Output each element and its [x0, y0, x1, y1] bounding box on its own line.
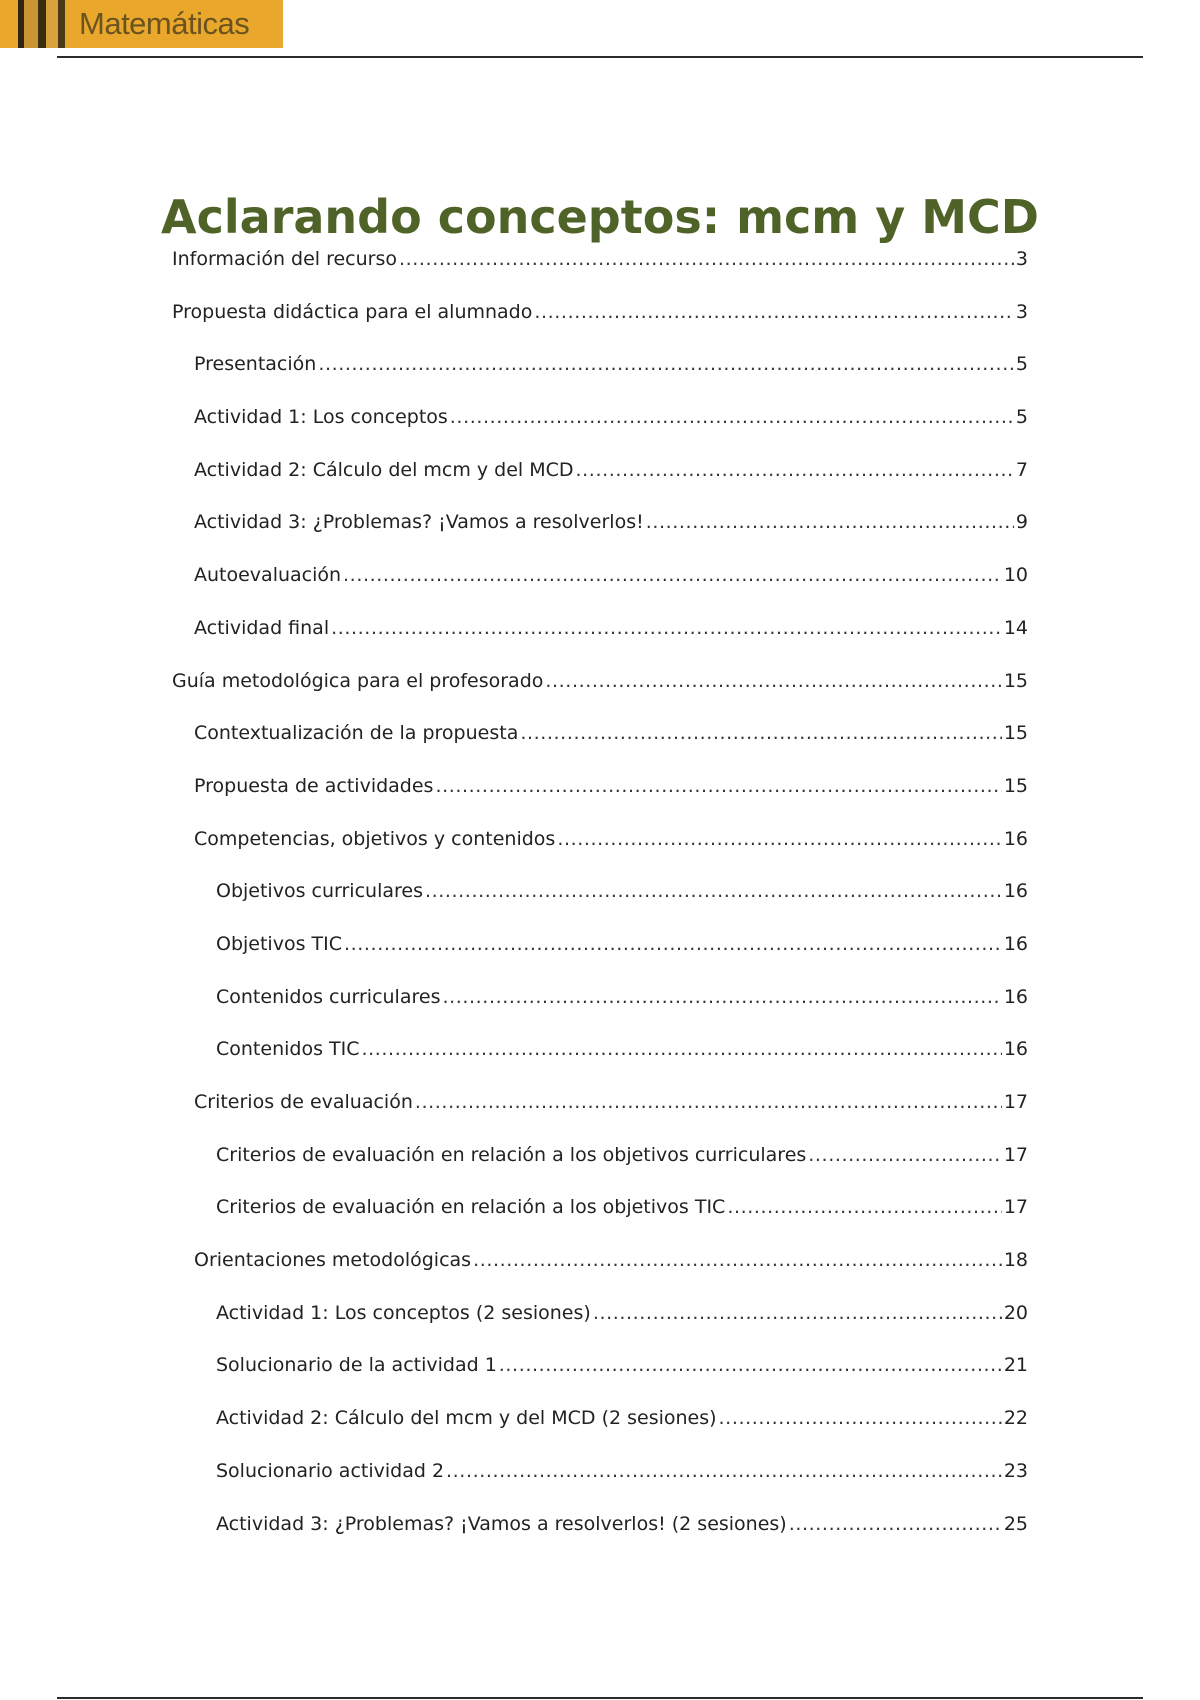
banner-stripe — [38, 0, 46, 48]
toc-entry-label: Propuesta de actividades — [194, 774, 434, 797]
toc-entry-page: 25 — [1003, 1512, 1028, 1535]
document-title: Aclarando conceptos: mcm y MCD — [161, 190, 1039, 244]
toc-entry-page: 16 — [1003, 985, 1028, 1008]
footer-divider — [57, 1697, 1143, 1699]
toc-entry-page: 16 — [1003, 932, 1028, 955]
toc-entry-page: 16 — [1003, 827, 1028, 850]
toc-dot-leader — [343, 564, 1002, 586]
toc-entry[interactable] — [0, 1091, 1028, 1144]
toc-entry-label: Objetivos curriculares — [216, 880, 423, 903]
toc-dot-leader — [415, 1091, 1002, 1113]
toc-dot-leader — [435, 775, 1001, 797]
toc-entry-label: Contenidos curriculares — [216, 985, 441, 1008]
toc-dot-leader — [318, 353, 1014, 375]
toc-entry-label: Guía metodológica para el profesorado — [172, 669, 544, 692]
toc-entry[interactable] — [0, 1407, 1028, 1460]
toc-entry-label: Información del recurso — [172, 248, 397, 270]
toc-entry-label: Solucionario de la actividad 1 — [216, 1354, 497, 1377]
toc-entry-page: 16 — [1003, 880, 1028, 903]
toc-entry-label: Actividad 1: Los conceptos (2 sesiones) — [216, 1301, 591, 1324]
toc-entry[interactable] — [0, 406, 1028, 459]
toc-entry-page: 17 — [1003, 1091, 1028, 1113]
toc-dot-leader — [362, 1038, 1002, 1060]
toc-entry-page: 16 — [1003, 1038, 1028, 1061]
toc-entry[interactable] — [0, 670, 1028, 723]
toc-entry[interactable] — [0, 986, 1028, 1039]
toc-entry-page: 3 — [1015, 248, 1028, 270]
toc-entry-page: 3 — [1015, 300, 1028, 323]
banner-stripe — [0, 0, 18, 48]
banner-stripe — [58, 0, 65, 48]
toc-entry-label: Criterios de evaluación — [194, 1091, 413, 1113]
toc-entry-page: 20 — [1003, 1301, 1028, 1324]
toc-entry[interactable] — [0, 1196, 1028, 1249]
toc-entry[interactable] — [0, 933, 1028, 986]
toc-dot-leader — [593, 1302, 1002, 1324]
toc-entry[interactable] — [0, 353, 1028, 406]
toc-entry-page: 5 — [1015, 353, 1028, 376]
toc-dot-leader — [520, 722, 1001, 744]
toc-entry-label: Criterios de evaluación en relación a los objetivos TIC — [216, 1196, 726, 1219]
toc-dot-leader — [646, 511, 1014, 533]
toc-entry-page: 15 — [1003, 669, 1028, 692]
toc-dot-leader — [399, 248, 1014, 270]
toc-entry-label: Actividad final — [194, 616, 330, 639]
toc-entry-page: 21 — [1003, 1354, 1028, 1377]
banner-stripe — [46, 0, 58, 48]
toc-entry-label: Presentación — [194, 353, 317, 376]
toc-dot-leader — [545, 670, 1001, 692]
toc-entry-page: 15 — [1003, 722, 1028, 745]
toc-entry[interactable] — [0, 1249, 1028, 1302]
toc-dot-leader — [450, 406, 1014, 428]
toc-entry-label: Contenidos TIC — [216, 1038, 360, 1061]
toc-dot-leader — [344, 933, 1002, 955]
toc-entry[interactable] — [0, 1144, 1028, 1197]
toc-dot-leader — [499, 1354, 1002, 1376]
toc-entry-page: 17 — [1003, 1143, 1028, 1166]
toc-dot-leader — [425, 880, 1002, 902]
toc-dot-leader — [789, 1513, 1002, 1535]
toc-entry-page: 9 — [1015, 511, 1028, 534]
toc-dot-leader — [473, 1249, 1002, 1271]
toc-entry[interactable] — [0, 511, 1028, 564]
toc-entry[interactable] — [0, 880, 1028, 933]
toc-entry-label: Orientaciones metodológicas — [194, 1249, 472, 1272]
toc-entry-label: Autoevaluación — [194, 564, 342, 587]
toc-dot-leader — [719, 1407, 1002, 1429]
toc-entry-label: Propuesta didáctica para el alumnado — [172, 300, 533, 323]
toc-entry-page: 15 — [1003, 774, 1028, 797]
toc-entry-label: Actividad 3: ¿Problemas? ¡Vamos a resolverlos! — [194, 511, 644, 534]
toc-entry-page: 5 — [1015, 406, 1028, 429]
toc-entry[interactable] — [0, 722, 1028, 775]
toc-dot-leader — [808, 1144, 1002, 1166]
toc-entry[interactable] — [0, 1038, 1028, 1091]
toc-dot-leader — [534, 301, 1014, 323]
toc-entry-page: 22 — [1003, 1407, 1028, 1430]
toc-entry[interactable] — [0, 1302, 1028, 1355]
toc-entry-label: Contextualización de la propuesta — [194, 722, 519, 745]
toc-dot-leader — [446, 1460, 1002, 1482]
toc-entry-label: Solucionario actividad 2 — [216, 1459, 445, 1482]
toc-entry-label: Criterios de evaluación en relación a los objetivos curriculares — [216, 1143, 807, 1166]
header-divider — [57, 56, 1143, 58]
table-of-contents — [0, 248, 1200, 1565]
toc-entry-page: 14 — [1003, 616, 1028, 639]
toc-dot-leader — [727, 1196, 1002, 1218]
toc-dot-leader — [576, 459, 1014, 481]
toc-dot-leader — [442, 986, 1001, 1008]
toc-entry[interactable] — [0, 775, 1028, 828]
banner-stripe — [24, 0, 38, 48]
toc-entry-label: Actividad 1: Los conceptos — [194, 406, 448, 429]
toc-entry[interactable] — [0, 617, 1028, 670]
toc-entry-label: Objetivos TIC — [216, 932, 342, 955]
subject-label: Matemáticas — [65, 0, 283, 48]
subject-banner — [0, 0, 283, 48]
toc-entry-page: 18 — [1003, 1249, 1028, 1272]
toc-entry[interactable] — [0, 1354, 1028, 1407]
toc-entry[interactable] — [0, 1513, 1028, 1566]
toc-dot-leader — [331, 617, 1002, 639]
toc-entry[interactable] — [0, 301, 1028, 354]
toc-entry-page: 17 — [1003, 1196, 1028, 1219]
toc-entry[interactable] — [0, 828, 1028, 881]
toc-dot-leader — [557, 828, 1002, 850]
toc-entry-label: Actividad 2: Cálculo del mcm y del MCD (2 sesiones) — [216, 1407, 717, 1430]
toc-entry-page: 7 — [1015, 458, 1028, 481]
toc-entry[interactable] — [0, 459, 1028, 512]
toc-entry[interactable] — [0, 1460, 1028, 1513]
toc-entry-page: 23 — [1003, 1459, 1028, 1482]
toc-entry-label: Competencias, objetivos y contenidos — [194, 827, 556, 850]
toc-entry-label: Actividad 3: ¿Problemas? ¡Vamos a resolverlos! (2 sesiones) — [216, 1512, 787, 1535]
toc-entry-label: Actividad 2: Cálculo del mcm y del MCD — [194, 458, 574, 481]
toc-entry[interactable] — [0, 248, 1028, 301]
toc-entry-page: 10 — [1003, 564, 1028, 587]
toc-entry[interactable] — [0, 564, 1028, 617]
